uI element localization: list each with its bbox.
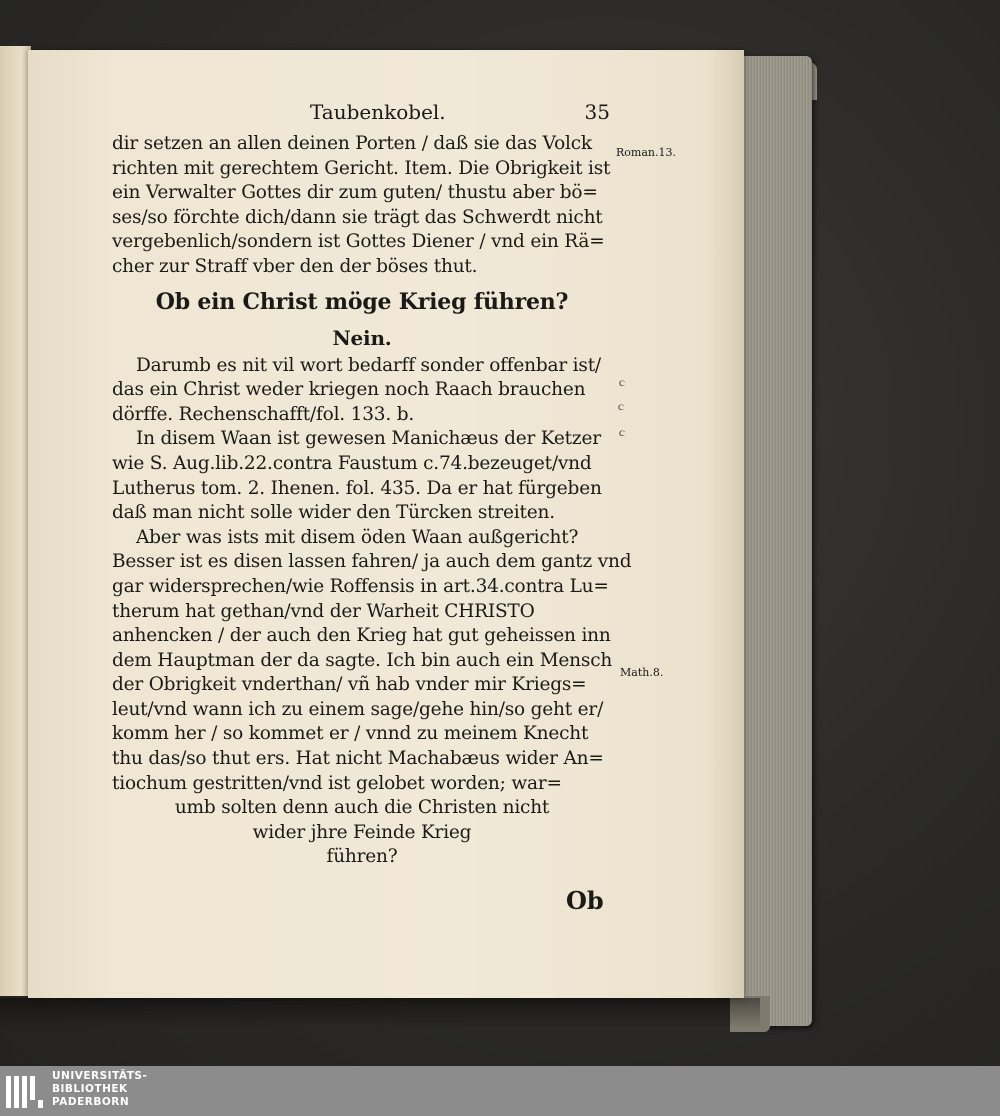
text-line: Aber was ists mit disem öden Waan außgericht? — [136, 526, 579, 548]
text-line: Besser ist es disen lassen fahren/ ja auch dem gantz vnd — [112, 551, 632, 573]
text-line: komm her / so kommet er / vnnd zu meinem Knecht — [112, 723, 589, 745]
text-line: ses/so förchte dich/dann sie trägt das Schwerdt nicht — [112, 206, 603, 228]
text-line: dem Hauptman der da sagte. Ich bin auch ein Mensch — [112, 649, 613, 671]
library-name-line1: UNIVERSITÄTS- — [52, 1070, 148, 1082]
page-number: 35 — [584, 100, 610, 124]
text-line: Ob ein Christ möge Krieg führen? — [155, 288, 569, 315]
text-line: leut/vnd wann ich zu einem sage/gehe hin/so geht er/ — [112, 698, 604, 720]
text-line: umb solten denn auch die Christen nicht — [174, 797, 550, 819]
text-line: therum hat gethan/vnd der Warheit CHRISTO — [112, 600, 535, 622]
facing-page-edge — [0, 46, 31, 996]
text-line: wie S. Aug.lib.22.contra Faustum c.74.bezeuget/vnd — [112, 452, 592, 474]
library-name-line3: PADERBORN — [52, 1096, 130, 1108]
page-shadow — [0, 998, 760, 1028]
text-line: daß man nicht solle wider den Türcken streiten. — [112, 502, 555, 524]
margin-mark: ｃ — [616, 402, 626, 413]
page-body — [112, 132, 632, 870]
text-line: gar widersprechen/wie Roffensis in art.34.contra Lu= — [112, 575, 609, 597]
library-name-line2: BIBLIOTHEK — [52, 1083, 128, 1095]
library-footer-bar — [0, 1066, 1000, 1116]
running-head: Taubenkobel. — [310, 100, 446, 124]
text-line: dir setzen an allen deinen Porten / daß sie das Volck — [112, 133, 592, 154]
text-line: Nein. — [332, 325, 392, 350]
margin-note-matthew: Math.8. — [620, 666, 664, 679]
text-line: In disem Waan ist gewesen Manichæus der Ketzer — [136, 428, 601, 450]
text-line: anhencken / der auch den Krieg hat gut geheissen inn — [112, 625, 611, 647]
text-line: wider jhre Feinde Krieg — [252, 821, 472, 843]
text-line: cher zur Straff vber den der böses thut. — [112, 255, 478, 277]
text-line: führen? — [326, 846, 398, 868]
margin-mark: ｃ — [617, 378, 627, 389]
margin-note-romans: Roman.13. — [616, 146, 676, 159]
text-line: richten mit gerechtem Gericht. Item. Die Obrigkeit ist — [112, 157, 611, 179]
text-line: tiochum gestritten/vnd ist gelobet worden; war= — [112, 772, 562, 794]
catchword: Ob — [566, 886, 604, 915]
library-logo-icon — [4, 1072, 44, 1112]
text-line: Lutherus tom. 2. Ihenen. fol. 435. Da er hat fürgeben — [112, 477, 602, 499]
text-line: das ein Christ weder kriegen noch Raach brauchen — [112, 379, 586, 401]
text-line: dörffe. Rechenschafft/fol. 133. b. — [112, 403, 415, 425]
text-line: thu das/so thut ers. Hat nicht Machabæus wider An= — [112, 748, 604, 770]
text-line: ein Verwalter Gottes dir zum guten/ thustu aber bö= — [112, 182, 598, 204]
margin-mark: ｃ — [617, 428, 627, 439]
text-line: vergebenlich/sondern ist Gottes Diener / vnd ein Rä= — [112, 231, 605, 253]
text-line: der Obrigkeit vnderthan/ vñ hab vnder mir Kriegs= — [112, 674, 587, 696]
library-name — [52, 1070, 147, 1109]
page-block-edge — [740, 56, 812, 1026]
text-line: Darumb es nit vil wort bedarff sonder offenbar ist/ — [136, 354, 601, 376]
